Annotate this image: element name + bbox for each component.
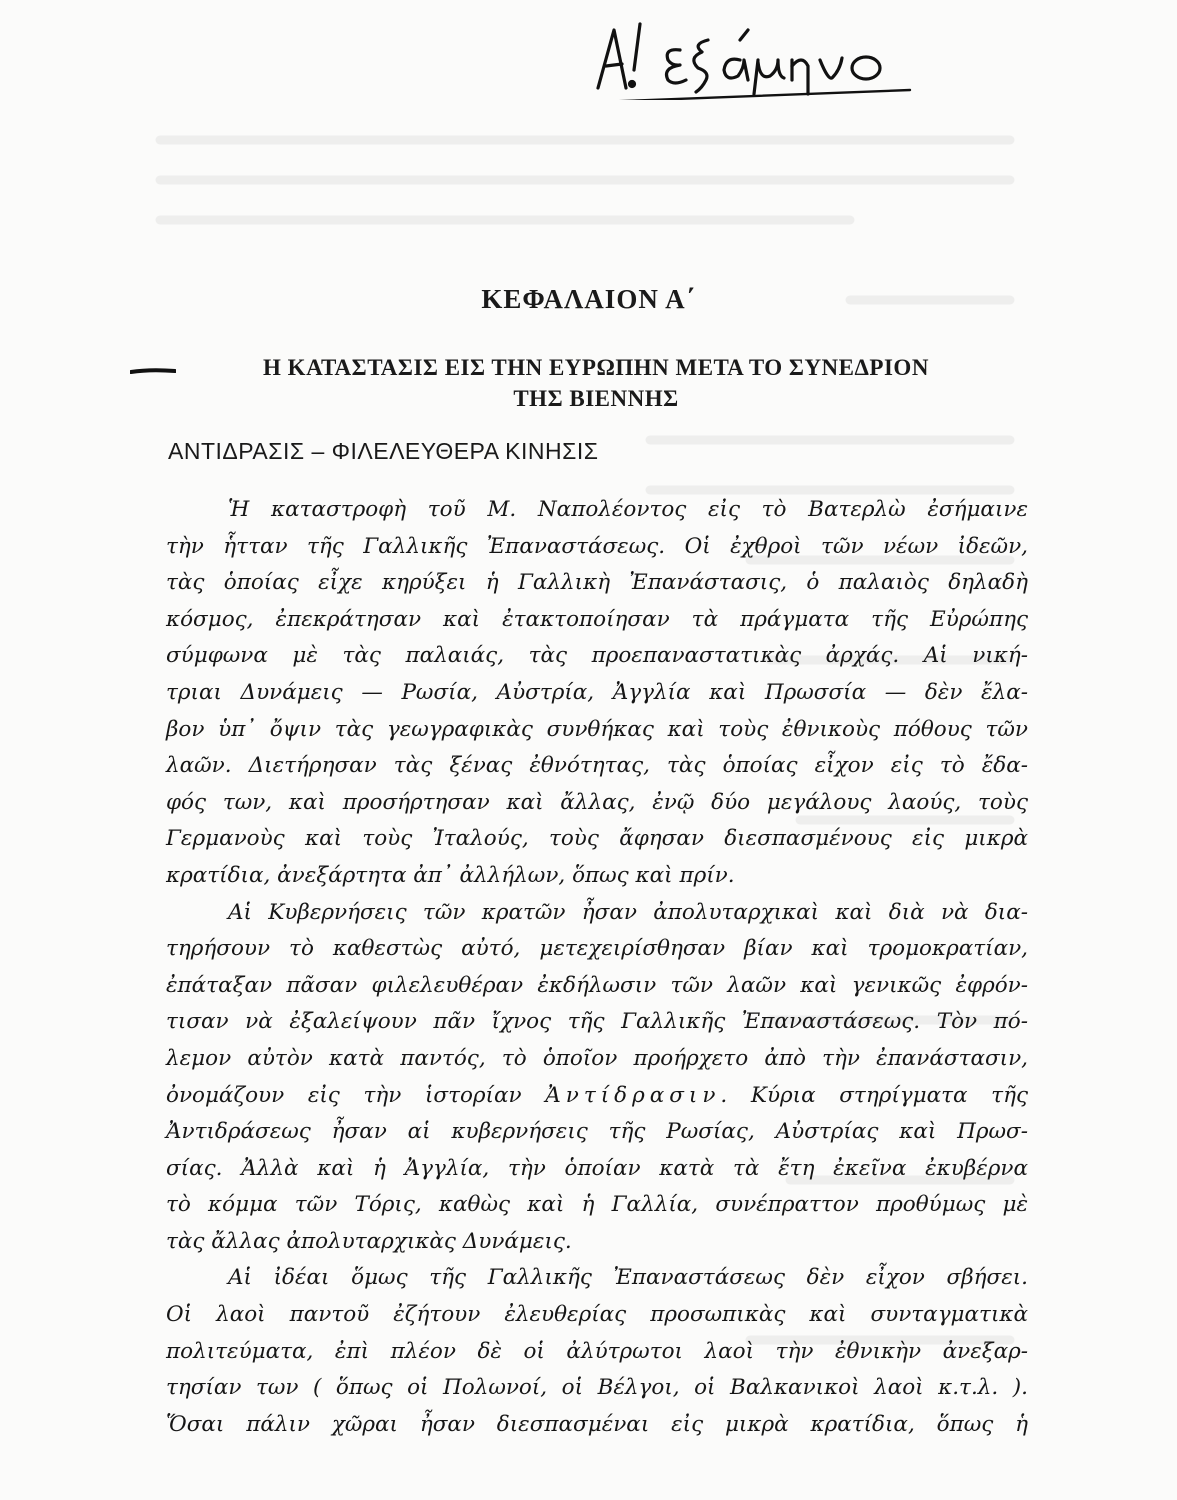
text-line: τὴν ἧτταν τῆς Γαλλικῆς Ἐπαναστάσεως. Οἱ ἐχθροὶ τῶν νέων ἰδεῶν, xyxy=(166,533,1028,559)
text-line: κρατίδια, ἀνεξάρτητα ἀπ᾽ ἀλλήλων, ὅπως καὶ πρίν. xyxy=(166,862,735,888)
text-line: Ἡ καταστροφὴ τοῦ Μ. Ναπολέοντος εἰς τὸ Βατερλὼ ἐσήμαινε xyxy=(228,497,1028,522)
text-line: τισαν νὰ ἐξαλείψουν πᾶν ἴχνος τῆς Γαλλικῆς Ἐπαναστάσεως. Τὸν πό- xyxy=(166,1009,1028,1035)
section-title-line-1: Η ΚΑΤΑΣΤΑΣΙΣ ΕΙΣ ΤΗΝ ΕΥΡΩΠΗΝ ΜΕΤΑ ΤΟ ΣΥΝΕΔΡΙΟΝ xyxy=(263,355,929,380)
text-line: Γερμανοὺς καὶ τοὺς Ἰταλούς, τοὺς ἄφησαν διεσπασμένους εἰς μικρὰ xyxy=(166,826,1028,852)
text-line: τηρήσουν τὸ καθεστὼς αὐτό, μετεχειρίσθησαν βίαν καὶ τρομοκρατίαν, xyxy=(166,936,1028,962)
chapter-title: ΚΕΦΑΛΑΙΟΝ Α΄ xyxy=(481,284,696,314)
text-line: Αἱ Κυβερνήσεις τῶν κρατῶν ἦσαν ἀπολυταρχικαὶ καὶ διὰ νὰ δια- xyxy=(228,899,1028,925)
text-line-composite xyxy=(166,1078,1028,1115)
text-segment: . Κύρια στηρίγματα τῆς xyxy=(720,1082,1028,1108)
emphasized-term: Ἀντίδρασιν xyxy=(545,1082,721,1108)
text-line: φός των, καὶ προσήρτησαν καὶ ἄλλας, ἐνῷ δύο μεγάλους λαούς, τοὺς xyxy=(166,789,1028,815)
text-line: σύμφωνα μὲ τὰς παλαιάς, τὰς προεπαναστατικὰς ἀρχάς. Αἱ νική- xyxy=(166,643,1028,669)
body-text xyxy=(166,492,1028,1443)
section-title xyxy=(196,352,996,414)
text-line: σίας. Ἀλλὰ καὶ ἡ Ἀγγλία, τὴν ὁποίαν κατὰ τὰ ἔτη ἐκεῖνα ἐκυβέρνα xyxy=(166,1155,1028,1181)
text-line: τησίαν των ( ὅπως οἱ Πολωνοί, οἱ Βέλγοι, οἱ Βαλκανικοὶ λαοὶ κ.τ.λ. ). xyxy=(166,1375,1028,1401)
text-line: πολιτεύματα, ἐπὶ πλέον δὲ οἱ ἀλύτρωτοι λαοὶ τὴν ἐθνικὴν ἀνεξαρ- xyxy=(166,1338,1028,1364)
section-subtitle: ΑΝΤΙΔΡΑΣΙΣ – ΦΙΛΕΛΕΥΘΕΡΑ ΚΙΝΗΣΙΣ xyxy=(168,438,599,464)
handwritten-note xyxy=(588,10,918,100)
text-line: τὸ κόμμα τῶν Τόρις, καθὼς καὶ ἡ Γαλλία, συνέπραττον προθύμως μὲ xyxy=(166,1192,1028,1218)
text-line: λαῶν. Διετήρησαν τὰς ξένας ἐθνότητας, τὰς ὁποίας εἶχον εἰς τὸ ἔδα- xyxy=(166,753,1028,779)
text-line: ἐπάταξαν πᾶσαν φιλελευθέραν ἐκδήλωσιν τῶν λαῶν καὶ γενικῶς ἐφρόν- xyxy=(166,972,1028,998)
text-segment: ὀνομάζουν εἰς τὴν ἱστορίαν xyxy=(166,1082,522,1108)
marker-dash-icon xyxy=(130,368,176,374)
text-line: βον ὑπ᾽ ὄψιν τὰς γεωγραφικὰς συνθήκας καὶ τοὺς ἐθνικοὺς πόθους τῶν xyxy=(166,716,1028,742)
handwritten-note-drawing xyxy=(588,10,918,100)
text-line: Οἱ λαοὶ παντοῦ ἐζήτουν ἐλευθερίας προσωπικὰς καὶ συνταγματικὰ xyxy=(166,1302,1028,1328)
text-line: κόσμος, ἐπεκράτησαν καὶ ἐτακτοποίησαν τὰ πράγματα τῆς Εὐρώπης xyxy=(166,606,1028,632)
text-line: Ὅσαι πάλιν χῶραι ἦσαν διεσπασμέναι εἰς μικρὰ κρατίδια, ὅπως ἡ xyxy=(166,1411,1028,1437)
text-line: τὰς ὁποίας εἶχε κηρύξει ἡ Γαλλικὴ Ἐπανάστασις, ὁ παλαιὸς δηλαδὴ xyxy=(166,570,1028,596)
text-line: Ἀντιδράσεως ἦσαν αἱ κυβερνήσεις τῆς Ρωσίας, Αὐστρίας καὶ Πρωσ- xyxy=(166,1119,1028,1145)
text-line: τριαι Δυνάμεις — Ρωσία, Αὐστρία, Ἀγγλία καὶ Πρωσσία — δὲν ἔλα- xyxy=(166,679,1028,705)
text-line: Αἱ ἰδέαι ὅμως τῆς Γαλλικῆς Ἐπαναστάσεως δὲν εἶχον σβήσει. xyxy=(228,1265,1028,1291)
text-line: λεμον αὐτὸν κατὰ παντός, τὸ ὁποῖον προήρχετο ἀπὸ τὴν ἐπανάστασιν, xyxy=(166,1045,1028,1071)
section-title-line-2: ΤΗΣ ΒΙΕΝΝΗΣ xyxy=(513,386,679,411)
text-line: τὰς ἄλλας ἀπολυταρχικὰς Δυνάμεις. xyxy=(166,1228,572,1254)
